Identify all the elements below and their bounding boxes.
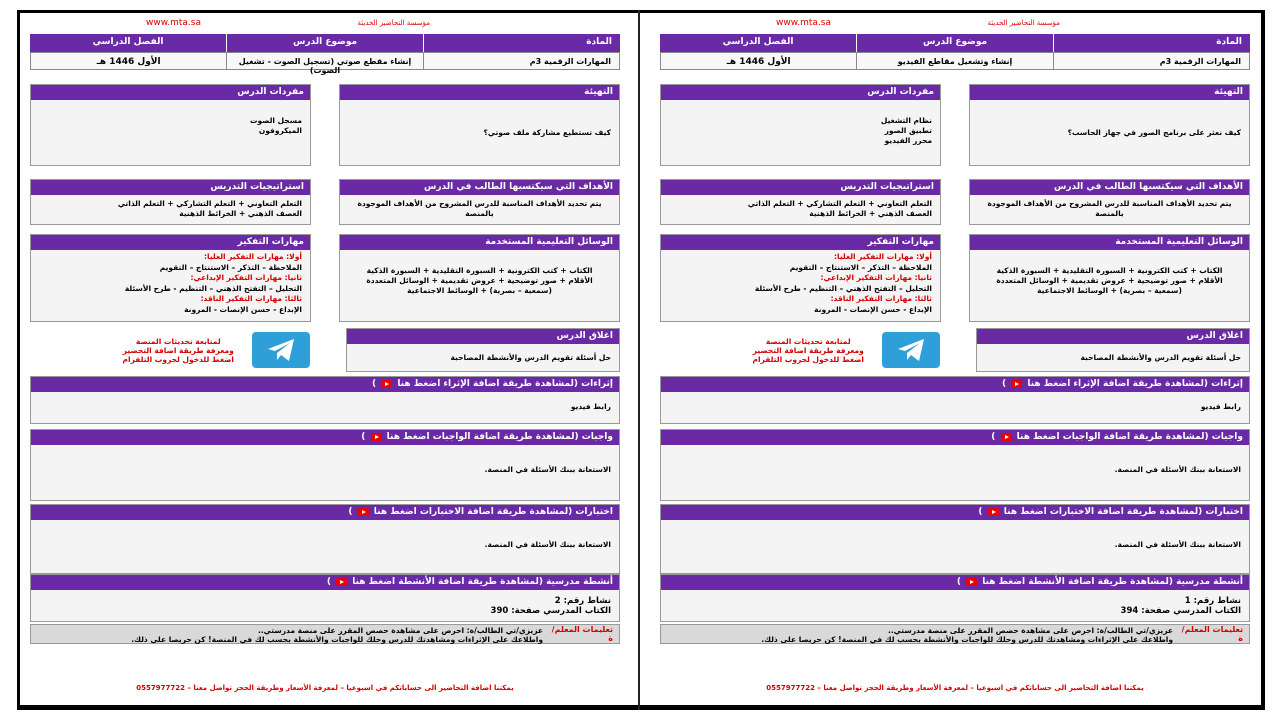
footer-contact[interactable]: يمكننا اضافة التحاضير الى حساباتكم في اسبوعيا – لمعرفة الأسعار وطريقة الحجز تواصل معنا – 0557977722 — [136, 684, 514, 692]
warmup-box — [339, 84, 620, 166]
youtube-play-icon[interactable] — [988, 508, 999, 516]
telegram-note — [123, 337, 234, 364]
homework-title-text: واجبات (لمشاهدة طريقة اضافة الواجبات اضغط هنا — [386, 432, 613, 442]
homework-title[interactable] — [661, 430, 1249, 445]
enrichment-title-close: ) — [1001, 379, 1007, 389]
youtube-play-icon[interactable] — [381, 380, 392, 388]
aids-body — [340, 250, 619, 300]
teacher-notes-line: واطلاعك على الإثراءات ومشاهدتك للدرس وحلك للواجبات والأنشطة بحسب لك في المنصة! كن حريصا على ذلك. — [131, 635, 543, 644]
telegram-note-line: اضغط للدخول لجروب التلقرام — [752, 354, 864, 364]
lesson-page-2 — [30, 14, 620, 704]
vocab-box — [30, 84, 311, 166]
semester-value: الأول 1446 هـ — [31, 53, 227, 69]
thinking-heading: أولا: مهارات التفكير العليا: — [834, 252, 932, 261]
aids-title: الوسائل التعليمية المستخدمة — [340, 235, 619, 250]
tests-body: الاستعانة ببنك الأسئلة في المنصة. — [484, 540, 611, 549]
youtube-play-icon[interactable] — [371, 433, 382, 441]
objectives-body: يتم تحديد الأهداف المناسبة للدرس المشروح من الأهداف الموجودة بالمنصة — [987, 199, 1232, 218]
thinking-text: الإبداع - حسن الإنصات - المرونة — [184, 304, 302, 314]
institution-name: مؤسسة التحاضير الحديثة — [357, 19, 430, 27]
thinking-heading: ثانيا: مهارات التفكير الإبداعي: — [820, 273, 932, 282]
subject-value: المهارات الرقمية 3م — [1159, 57, 1241, 66]
homework-title[interactable] — [31, 430, 619, 445]
tests-body: الاستعانة ببنك الأسئلة في المنصة. — [1114, 540, 1241, 549]
thinking-heading: ثالثا: مهارات التفكير الناقد: — [200, 294, 302, 303]
thinking-box — [30, 234, 311, 322]
telegram-icon[interactable] — [882, 332, 940, 368]
aids-line: الكتاب + كتب الكترونية + السبورة التقليدية + السبورة الذكية — [996, 266, 1223, 275]
enrichment-title-close: ) — [371, 379, 377, 389]
aids-body — [970, 250, 1249, 300]
activities-body — [31, 590, 619, 620]
telegram-note-line: ومعرفة طريقة اضافة التحضير — [122, 345, 234, 355]
thinking-title: مهارات التفكير — [31, 235, 310, 250]
strategies-box — [660, 179, 941, 225]
row-warmup-vocab — [660, 84, 1250, 166]
thinking-text: التحليل – التفتح الذهني – التنظيم - طرح الأسئلة — [754, 283, 932, 293]
activity-page: الكتاب المدرسي صفحة: 390 — [490, 606, 611, 616]
aids-box — [339, 234, 620, 322]
teacher-notes-text — [31, 625, 549, 643]
telegram-note-line: اضغط للدخول لجروب التلقرام — [122, 354, 234, 364]
homework-box — [660, 429, 1250, 501]
thinking-text: الملاحظة – التذكر – الاستنتاج – التقويم — [159, 262, 302, 272]
teacher-notes-label: تعليمات المعلم/ة — [551, 625, 613, 643]
aids-title: الوسائل التعليمية المستخدمة — [970, 235, 1249, 250]
site-link[interactable]: www.mta.sa — [776, 18, 831, 28]
activities-box — [30, 574, 620, 622]
vocab-title: مفردات الدرس — [31, 85, 310, 100]
objectives-box — [969, 179, 1250, 225]
youtube-play-icon[interactable] — [1001, 433, 1012, 441]
warmup-body: كيف نعثر على برنامج الصور في جهاز الحاسب؟ — [1067, 127, 1241, 137]
enrichment-title[interactable] — [661, 377, 1249, 392]
row-objectives-strategies — [660, 179, 1250, 225]
closing-body: حل أسئلة تقويم الدرس والأنشطة المصاحبة — [1080, 352, 1241, 362]
subject-header: المادة — [1216, 37, 1242, 47]
semester-header: الفصل الدراسي — [660, 34, 857, 52]
homework-body: الاستعانة ببنك الأسئلة في المنصة. — [484, 465, 611, 474]
vocab-item: مسجل الصوت — [249, 116, 302, 125]
institution-name: مؤسسة التحاضير الحديثة — [987, 19, 1060, 27]
aids-box — [969, 234, 1250, 322]
aids-line: (سمعية – بصرية) + الوسائط الاجتماعية — [1037, 286, 1182, 295]
topic-value: إنشاء وتشغيل مقاطع الفيديو — [857, 53, 1053, 69]
thinking-title: مهارات التفكير — [661, 235, 940, 250]
youtube-play-icon[interactable] — [1011, 380, 1022, 388]
activities-title[interactable] — [661, 575, 1249, 590]
strategies-line: العصف الذهني + الخرائط الذهنية — [809, 209, 932, 218]
warmup-box — [969, 84, 1250, 166]
vocab-list — [31, 100, 310, 140]
youtube-play-icon[interactable] — [336, 578, 347, 586]
tests-title-text: اختبارات (لمشاهدة طريقة اضافة الاختبارات اضغط هنا — [373, 507, 613, 517]
page-divider — [638, 10, 640, 710]
row-aids-thinking — [30, 234, 620, 322]
aids-line: الأقلام + صور توضيحية + عروض تقديمية + الوسائل المتعددة — [996, 276, 1223, 285]
strategies-line: العصف الذهني + الخرائط الذهنية — [179, 209, 302, 218]
tests-title[interactable] — [661, 505, 1249, 520]
subject-header: المادة — [586, 37, 612, 47]
warmup-body: كيف تستطيع مشاركة ملف صوتي؟ — [483, 127, 611, 137]
vocab-item: الميكروفون — [258, 126, 302, 135]
thinking-heading: ثانيا: مهارات التفكير الإبداعي: — [190, 273, 302, 282]
vocab-title: مفردات الدرس — [661, 85, 940, 100]
enrichment-title-text: إثراءات (لمشاهدة طريقة اضافة الإثراء اضغط هنا — [1027, 379, 1243, 389]
closing-body: حل أسئلة تقويم الدرس والأنشطة المصاحبة — [450, 352, 611, 362]
topic-header: موضوع الدرس — [227, 34, 424, 52]
telegram-note-line: لمتابعة تحديثات المنصة — [135, 336, 221, 346]
tests-title-close: ) — [978, 507, 983, 517]
topic-value: إنشاء مقطع صوتي (تسجيل الصوت - تشغيل الصوت) — [227, 53, 423, 69]
lesson-header-row — [660, 34, 1250, 52]
activities-title-text: أنشطة مدرسية (لمشاهدة طريقة اضافة الأنشطة اضغط هنا — [352, 577, 613, 587]
tests-title[interactable] — [31, 505, 619, 520]
topic-header: موضوع الدرس — [857, 34, 1054, 52]
row-aids-thinking — [660, 234, 1250, 322]
vocab-item: تطبيق الصور — [884, 126, 932, 135]
thinking-text: الملاحظة – التذكر – الاستنتاج – التقويم — [789, 262, 932, 272]
thinking-box — [660, 234, 941, 322]
enrichment-title[interactable] — [31, 377, 619, 392]
teacher-notes-label: تعليمات المعلم/ة — [1181, 625, 1243, 643]
strategies-line: التعلم التعاوني + التعلم التشاركي + التعلم الذاتي — [117, 199, 302, 208]
telegram-group-link[interactable] — [660, 328, 948, 372]
thinking-text: الإبداع - حسن الإنصات - المرونة — [814, 304, 932, 314]
lesson-page-1 — [660, 14, 1250, 704]
teacher-notes-text — [661, 625, 1179, 643]
enrichment-box — [660, 376, 1250, 424]
closing-box — [346, 328, 620, 372]
strategies-title: استراتيجيات التدريس — [31, 180, 310, 195]
homework-box — [30, 429, 620, 501]
vocab-list — [661, 100, 940, 150]
tests-title-close: ) — [348, 507, 353, 517]
row-closing-telegram — [30, 328, 620, 372]
telegram-note — [753, 337, 864, 364]
tests-box — [660, 504, 1250, 574]
thinking-text: التحليل – التفتح الذهني – التنظيم - طرح الأسئلة — [124, 283, 302, 293]
activities-box — [660, 574, 1250, 622]
teacher-notes-line: واطلاعك على الإثراءات ومشاهدتك للدرس وحلك للواجبات والأنشطة بحسب لك في المنصة! كن حريصا على ذلك. — [761, 635, 1173, 644]
enrichment-box — [30, 376, 620, 424]
thinking-body — [661, 250, 940, 319]
aids-line: الأقلام + صور توضيحية + عروض تقديمية + الوسائل المتعددة — [366, 276, 593, 285]
strategies-body — [661, 195, 940, 223]
activity-page: الكتاب المدرسي صفحة: 394 — [1120, 606, 1241, 616]
enrichment-body: رابط فيديو — [570, 402, 611, 411]
closing-title: اغلاق الدرس — [977, 329, 1249, 344]
row-closing-telegram — [660, 328, 1250, 372]
homework-title-text: واجبات (لمشاهدة طريقة اضافة الواجبات اضغط هنا — [1016, 432, 1243, 442]
row-objectives-strategies — [30, 179, 620, 225]
objectives-box — [339, 179, 620, 225]
closing-title: اغلاق الدرس — [347, 329, 619, 344]
tests-title-text: اختبارات (لمشاهدة طريقة اضافة الاختبارات اضغط هنا — [1003, 507, 1243, 517]
objectives-title: الأهداف التي سيكتسبها الطالب في الدرس — [340, 180, 619, 195]
vocab-box — [660, 84, 941, 166]
teacher-notes — [660, 624, 1250, 644]
closing-box — [976, 328, 1250, 372]
objectives-title: الأهداف التي سيكتسبها الطالب في الدرس — [970, 180, 1249, 195]
homework-title-close: ) — [361, 432, 366, 442]
thinking-body — [31, 250, 310, 319]
thinking-heading: أولا: مهارات التفكير العليا: — [204, 252, 302, 261]
activities-body — [661, 590, 1249, 620]
page-topline — [30, 14, 620, 34]
footer-contact[interactable]: يمكننا اضافة التحاضير الى حساباتكم في اسبوعيا – لمعرفة الأسعار وطريقة الحجز تواصل معنا – 0557977722 — [766, 684, 1144, 692]
telegram-note-line: لمتابعة تحديثات المنصة — [765, 336, 851, 346]
aids-line: (سمعية – بصرية) + الوسائط الاجتماعية — [407, 286, 552, 295]
enrichment-body: رابط فيديو — [1200, 402, 1241, 411]
teacher-notes-line: عزيزي/تي الطالب/ة: احرص على مشاهدة حصص المقرر على منصة مدرستي.. — [887, 626, 1173, 635]
warmup-title: التهيئة — [340, 85, 619, 100]
activities-title-close: ) — [956, 577, 961, 587]
youtube-play-icon[interactable] — [358, 508, 369, 516]
lesson-values-row — [30, 52, 620, 75]
tests-box — [30, 504, 620, 574]
aids-line: الكتاب + كتب الكترونية + السبورة التقليدية + السبورة الذكية — [366, 266, 593, 275]
subject-value: المهارات الرقمية 3م — [529, 57, 611, 66]
vocab-item: نظام التشغيل — [880, 116, 932, 125]
teacher-notes-line: عزيزي/تي الطالب/ة: احرص على مشاهدة حصص المقرر على منصة مدرستي.. — [257, 626, 543, 635]
homework-body: الاستعانة ببنك الأسئلة في المنصة. — [1114, 465, 1241, 474]
strategies-title: استراتيجيات التدريس — [661, 180, 940, 195]
objectives-body: يتم تحديد الأهداف المناسبة للدرس المشروح من الأهداف الموجودة بالمنصة — [357, 199, 602, 218]
lesson-values-row — [660, 52, 1250, 70]
row-warmup-vocab — [30, 84, 620, 166]
page-topline — [660, 14, 1250, 34]
enrichment-title-text: إثراءات (لمشاهدة طريقة اضافة الإثراء اضغط هنا — [397, 379, 613, 389]
strategies-line: التعلم التعاوني + التعلم التشاركي + التعلم الذاتي — [747, 199, 932, 208]
telegram-icon[interactable] — [252, 332, 310, 368]
activities-title-text: أنشطة مدرسية (لمشاهدة طريقة اضافة الأنشطة اضغط هنا — [982, 577, 1243, 587]
strategies-body — [31, 195, 310, 223]
site-link[interactable]: www.mta.sa — [146, 18, 201, 28]
strategies-box — [30, 179, 311, 225]
semester-value: الأول 1446 هـ — [661, 53, 857, 69]
telegram-note-line: ومعرفة طريقة اضافة التحضير — [752, 345, 864, 355]
teacher-notes — [30, 624, 620, 644]
lesson-header-row — [30, 34, 620, 52]
semester-header: الفصل الدراسي — [30, 34, 227, 52]
activity-number: نشاط رقم: 1 — [1184, 596, 1241, 606]
youtube-play-icon[interactable] — [966, 578, 977, 586]
activities-title-close: ) — [326, 577, 331, 587]
homework-title-close: ) — [991, 432, 996, 442]
thinking-heading: ثالثا: مهارات التفكير الناقد: — [830, 294, 932, 303]
vocab-item: محرر الفيديو — [884, 136, 932, 145]
warmup-title: التهيئة — [970, 85, 1249, 100]
telegram-group-link[interactable] — [30, 328, 318, 372]
activity-number: نشاط رقم: 2 — [554, 596, 611, 606]
activities-title[interactable] — [31, 575, 619, 590]
